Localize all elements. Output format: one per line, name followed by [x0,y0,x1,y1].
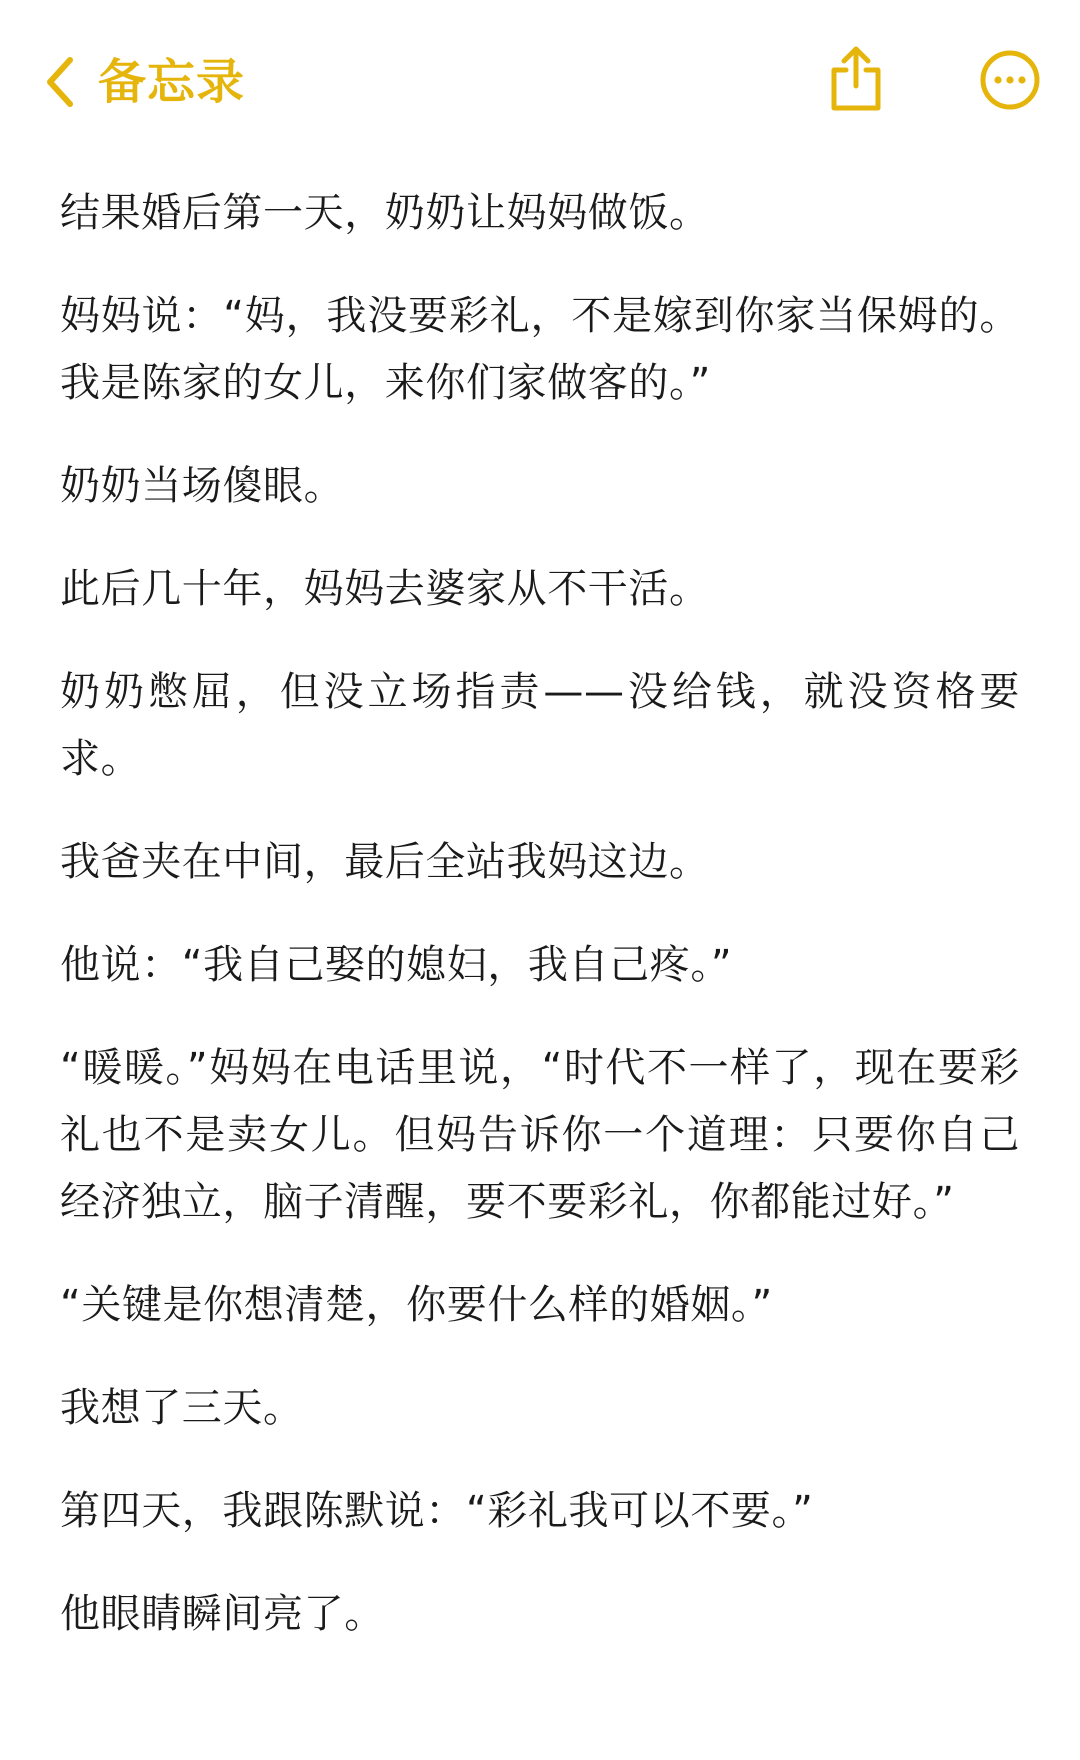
more-button[interactable] [968,40,1052,124]
note-paragraph: 结果婚后第一天，奶奶让妈妈做饭。 [60,190,710,236]
back-button[interactable] [44,50,245,114]
note-paragraph: 奶奶当场傻眼。 [60,463,345,509]
chevron-left-icon [44,56,76,108]
note-paragraph: 奶奶憋屈，但没立场指责——没给钱，就没资格要求。 [60,669,1020,782]
more-icon [979,49,1041,115]
note-paragraph: “暖暖。”妈妈在电话里说，“时代不一样了，现在要彩礼也不是卖女儿。但妈告诉你一个道理：只要你自己经济独立，脑子清醒，要不要彩礼，你都能过好。” [60,1045,1020,1225]
note-paragraph: 我爸夹在中间，最后全站我妈这边。 [60,839,710,885]
note-paragraph: “关键是你想清楚，你要什么样的婚姻。” [60,1282,773,1328]
note-paragraph: 我想了三天。 [60,1385,304,1431]
note-paragraph: 妈妈说：“妈，我没要彩礼，不是嫁到你家当保姆的。我是陈家的女儿，来你们家做客的。” [60,293,1020,406]
note-paragraph: 此后几十年，妈妈去婆家从不干活。 [60,566,710,612]
note-content[interactable] [60,180,1020,1684]
note-paragraph: 他说：“我自己娶的媳妇，我自己疼。” [60,942,733,988]
back-label: 备忘录 [98,54,246,110]
navigation-bar [0,0,1080,170]
note-paragraph: 他眼睛瞬间亮了。 [60,1591,385,1637]
note-paragraph: 第四天，我跟陈默说：“彩礼我可以不要。” [60,1488,814,1534]
share-button[interactable] [816,38,896,124]
share-icon [826,44,886,118]
